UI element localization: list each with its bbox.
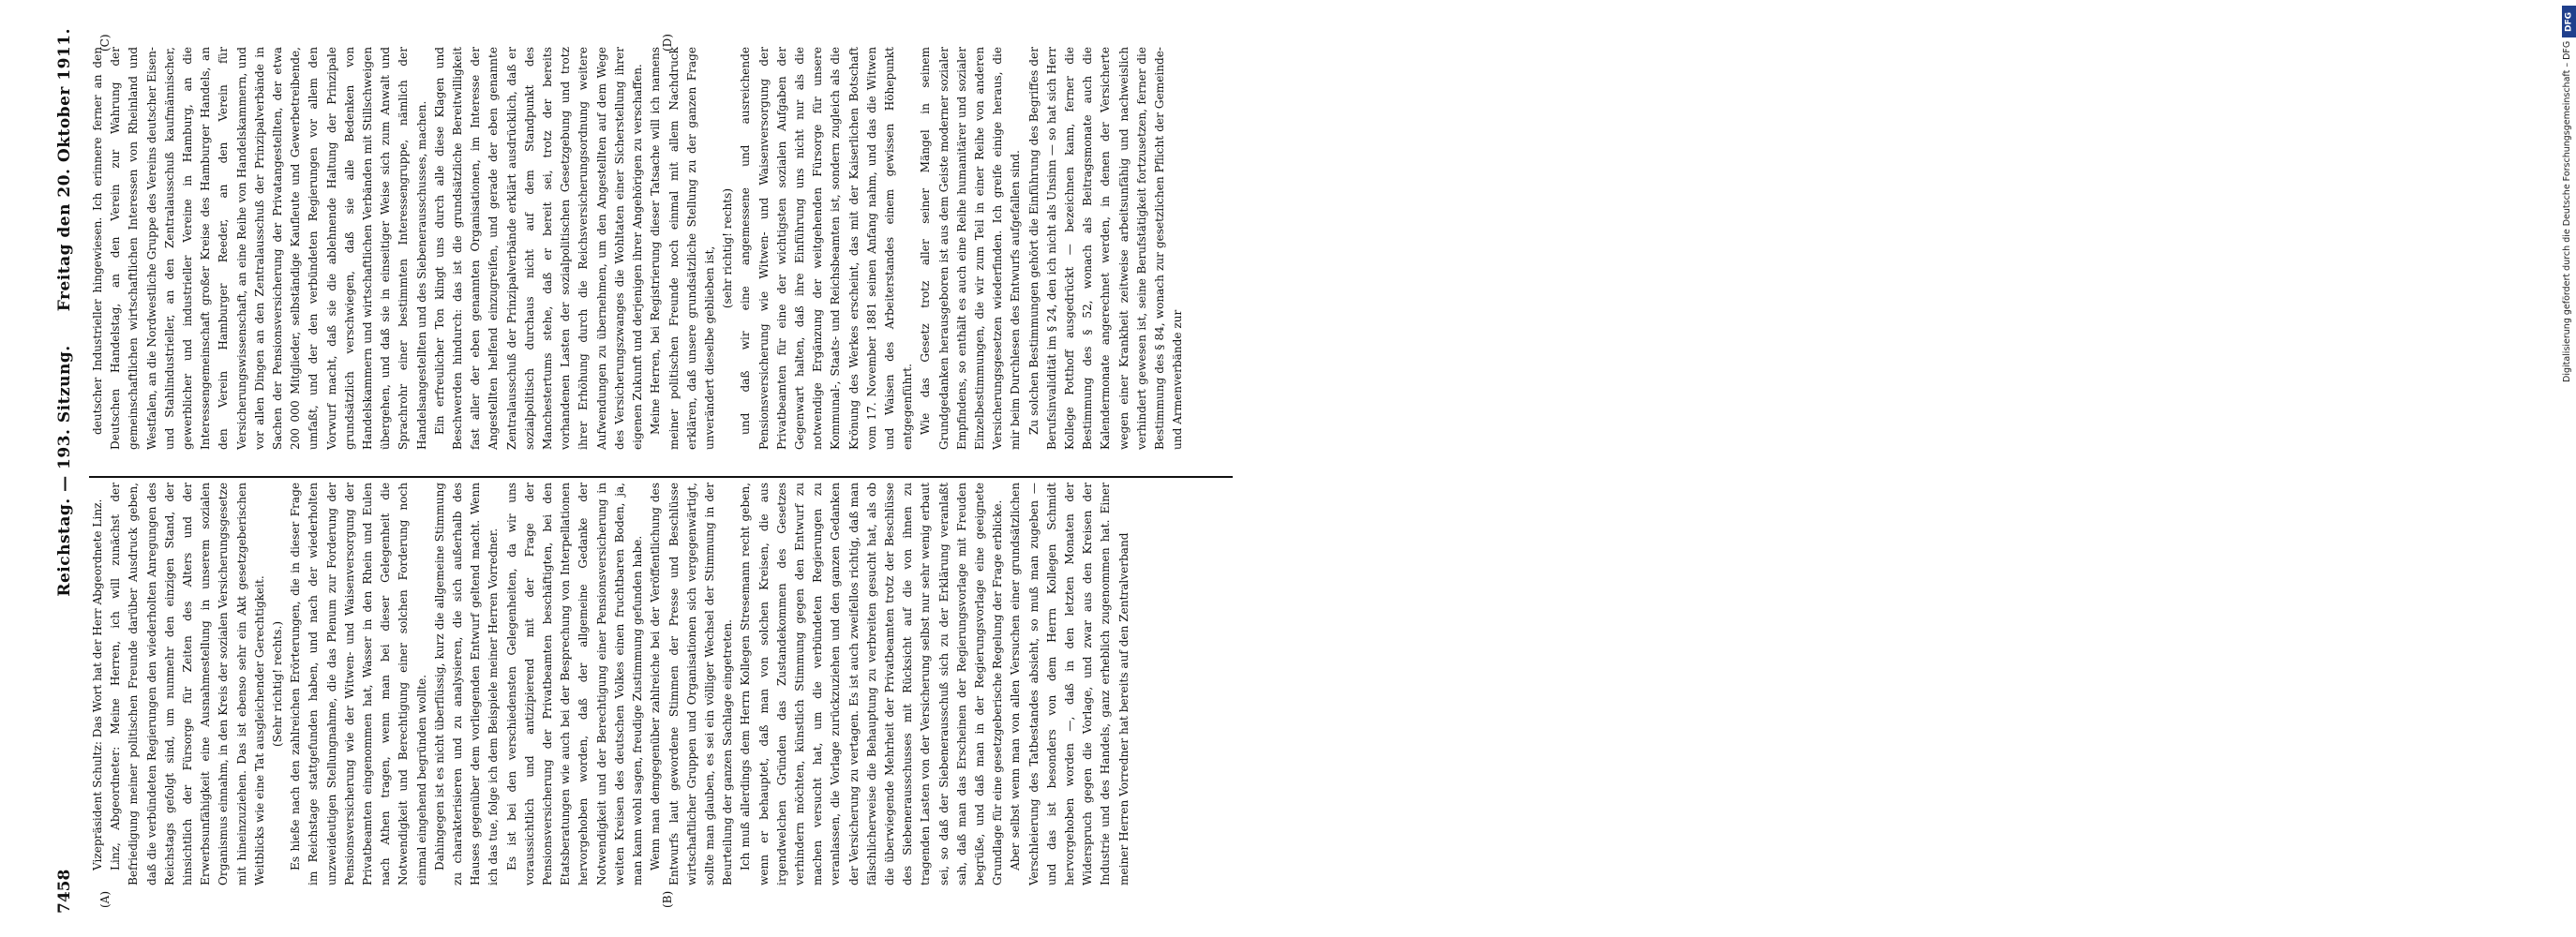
column-divider <box>89 476 1233 478</box>
left-column <box>89 483 1233 885</box>
margin-mark-b: (B) <box>661 890 674 908</box>
session-title: Reichstag. — 193. Sitzung. <box>55 345 74 597</box>
paragraph: Ich muß allerdings dem Herrn Kollegen Stresemann recht geben, wenn er behauptet, daß man von solchen Kreisen, die aus irgendwelchen Gründen das Zustandekommen des Gesetzes verhindern möchten, künstlich Stimmung gegen den Entwurf zu machen versucht hat, um die verbündeten Regierungen zu veranlassen, die Vorlage zurückzuziehen und den ganzen Gedanken der Versicherung zu vertagen. Es ist auch zweifellos richtig, daß man fälschlicherweise die Behauptung zu verbreiten gesucht hat, als ob die überwiegende Mehrheit der Privatbeamten trotz der Beschlüsse des Siebenerausschusses mit Rücksicht auf die von ihnen zu tragenden Lasten von der Versicherung selbst nur sehr wenig erbaut sei, so daß der Siebenerausschuß sich zu der Erklärung veranlaßt sah, daß man das Erscheinen der Regierungsvorlage mit Freuden begrüße, und daß man in der Regierungsvorlage eine geeignete Grundlage für eine gesetzgeberische Regelung der Frage erblicke. <box>739 483 1005 885</box>
dfg-logo: DFG <box>2562 6 2576 37</box>
credit-strip <box>1281 0 2574 937</box>
paragraph: Dahingegen ist es nicht überflüssig, kurz die allgemeine Stimmung zu charakterisieren und zu analysieren, die sich außerhalb des Hauses gegenüber dem vorliegenden Entwurf geltend macht. Wenn ich das tue, folge ich dem Beispiele meiner Herren Vorredner. <box>432 483 501 885</box>
session-date: Freitag den 20. Oktober 1911. <box>55 28 74 312</box>
paragraph: Wie das Gesetz trotz aller seiner Mängel in seinem Grundgedanken herausgeboren ist aus dem Geiste moderner sozialer Empfindens, so enthält es auch eine Reihe humanitärer und sozialer Einzelbestimmungen, die wir zum Teil in einer Reihe von anderen Versicherungsgesetzen wiederfinden. Ich greife einige heraus, die mir beim Durchlesen des Entwurfs aufgefallen sind. <box>919 47 1023 450</box>
paragraph: Linz, Abgeordneter: Meine Herren, ich will zunächst der Befriedigung meiner politischen Freunde darüber Ausdruck geben, daß die verbündeten Regierungen den wiederholten Anregungen des Reichstags gefolgt sind, um nunmehr den einzigen Stand, der hinsichtlich der Fürsorge für Zeiten des Alters und der Erwerbsunfähigkeit eine Ausnahmestellung in unserem sozialen Organismus einnahm, in den Kreis der sozialen Versicherungsgesetze mit hineinzuziehen. Das ist ebenso sehr ein Akt gesetzgeberischen Weitblicks wie eine Tat ausgleichender Gerechtigkeit. <box>109 483 266 885</box>
paragraph: Aber selbst wenn man von allen Versuchen einer grundsätzlichen Verschleierung des Tatbestandes absieht, so muß man zugeben — und das ist besonders von dem Herrn Kollegen Schmidt hervorgehoben worden —, daß in den letzten Monaten der Widerspruch gegen die Vorlage, und zwar aus den Kreisen der Industrie und des Handels, ganz erheblich zugenommen hat. Einer meiner Herren Vorredner hat bereits auf den Zentralverband <box>1009 483 1131 885</box>
interjection: (sehr richtig! rechts) <box>721 187 735 309</box>
paragraph: Ein erfreulicher Ton klingt uns durch alle diese Klagen und Beschwerden hindurch: das ist die grundsätzliche Bereitwilligkeit fast aller der eben genannten Organisationen, im Interesse der Angestellten helfend einzugreifen, und gerade der eben genannte Zentralausschuß der Prinzipalverbände erklärt ausdrücklich, daß er sozialpolitisch durchaus nicht auf dem Standpunkt des Manchestertums stehe, daß er bereit sei, trotz der bereits vorhandenen Lasten der sozialpolitischen Gesetzgebung und trotz ihrer Erhöhung durch die Reichsversicherungsordnung weitere Aufwendungen zu übernehmen, um den Angestellten auf dem Wege des Versicherungszwanges die Wohltaten einer Sicherstellung ihrer eigenen Zukunft und derjenigen ihrer Angehörigen zu verschaffen. <box>432 47 645 450</box>
margin-mark-d: (D) <box>661 34 674 52</box>
paragraph: Es ist bei den verschiedensten Gelegenheiten, da wir uns voraussichtlich und antizipierend mit der Frage der Pensionsversicherung der Privatbeamten beschäftigten, bei den Etatsberatungen wie auch bei der Besprechung von Interpellationen hervorgehoben worden, daß der allgemeine Gedanke der Notwendigkeit und der Berechtigung einer Pensionsversicherung in weiten Kreisen des deutschen Volkes einen fruchtbaren Boden, ja, man kann wohl sagen, freudige Zustimmung gefunden habe. <box>504 483 645 885</box>
newspaper-page <box>52 28 1237 914</box>
paragraph: Es hieße nach den zahlreichen Erörterungen, die in dieser Frage im Reichstage stattgefunden haben, und nach der wiederholten unzweideutigen Stellungnahme, die das Plenum zur Forderung der Pensionsversicherung wie der Witwen- und Waisenversorgung der Privatbeamten eingenommen hat, Wasser in den Rhein und Eulen nach Athen tragen, wenn man bei dieser Gelegenheit die Notwendigkeit und Berechtigung einer solchen Forderung noch einmal eingehend begründen wollte. <box>289 483 428 885</box>
digitization-credit: Digitalisierung gefördert durch die Deutsche Forschungsgemeinschaft – DFG <box>2562 41 2572 383</box>
page-number: 7458 <box>55 869 74 914</box>
margin-mark-a: (A) <box>98 890 112 908</box>
paragraph: Zu solchen Bestimmungen gehört die Einführung des Begriffes der Berufsinvalidität im § 24, den ich nicht als Unsinn — so hat sich Herr Kollege Potthoff ausgedrückt — bezeichnen kann, ferner die Bestimmung des § 52, wonach als Beitragsmonate auch die Kalendermonate angerechnet werden, in denen der Versicherte wegen einer Krankheit zeitweise arbeitsunfähig und nachweislich verhindert gewesen ist, seine Berufstätigkeit fortzusetzen, ferner die Bestimmung des § 84, wonach zur gesetzlichen Pflicht der Gemeinde- und Armenverbände zur <box>1026 47 1185 450</box>
right-column <box>89 47 1233 450</box>
paragraph: Vizepräsident Schultz: Das Wort hat der Herr Abgeordnete Linz. <box>91 498 104 870</box>
page-header <box>52 28 82 914</box>
paragraph: Wenn man demgegenüber zahlreiche bei der Veröffentlichung des Entwurfs laut gewordene Stimmen der Presse und Beschlüsse wirtschaftlicher Gruppen und Organisationen sich vergegenwärtigt, sollte man glauben, es sei ein völliger Wechsel der Stimmung in der Beurteilung der ganzen Sachlage eingetreten. <box>649 483 735 885</box>
paragraph: deutscher Industrieller hingewiesen. Ich erinnere ferner an den Deutschen Handelstag, an den Verein zur Wahrung der gemeinschaftlichen wirtschaftlichen Interessen von Rheinland und Westfalen, an die Nordwestliche Gruppe des Vereins deutscher Eisen- und Stahlindustrieller, an den Zentralausschuß kaufmännischer, gewerblicher und industrieller Vereine in Hamburg, an die Interessengemeinschaft großer Kreise des Hamburger Handels, an den Verein Hamburger Reeder, an den Verein für Versicherungswissenschaft, an eine Reihe von Handelskammern, und vor allen Dingen an den Zentralausschuß der Prinzipalverbände in Sachen der Pensionsversicherung der Privatangestellten, der etwa 200 000 Mitglieder, selbständige Kaufleute und Gewerbetreibende, umfaßt, und der den verbündeten Regierungen vor allem den Vorwurf macht, daß sie die ablehnende Haltung der Prinzipale grundsätzlich verschwiegen, daß sie alle Bedenken von Handelskammern und wirtschaftlichen Verbänden mit Stillschweigen übergehen, und daß sie in einseitiger Weise sich zum Anwalt und Sprachrohr einer bestimmten Interessengruppe, nämlich der Handelsangestellten und des Siebenerausschusses, machen. <box>91 47 428 450</box>
paragraph: Meine Herren, bei Registrierung dieser Tatsache will ich namens meiner politischen Freunde noch einmal mit allem Nachdruck erklären, daß unsere grundsätzliche Stellung zu der ganzen Frage unverändert dieselbe geblieben ist, <box>649 47 716 450</box>
interjection: (Sehr richtig! rechts.) <box>271 620 285 748</box>
margin-mark-c: (C) <box>98 34 112 52</box>
paragraph: und daß wir eine angemessene und ausreichende Pensionsversicherung wie Witwen- und Waisenversorgung der Privatbeamten für eine der wichtigsten sozialen Aufgaben der Gegenwart halten, daß ihre Einführung uns nicht nur als die notwendige Ergänzung der weitgehenden Fürsorge für unsere Kommunal-, Staats- und Reichsbeamten ist, sondern zugleich als die Krönung des Werkes erscheint, das mit der Kaiserlichen Botschaft vom 17. November 1881 seinen Anfang nahm, und das die Witwen und Waisen des Arbeiterstandes einem gewissen Höhepunkt entgegenführt. <box>739 47 915 450</box>
